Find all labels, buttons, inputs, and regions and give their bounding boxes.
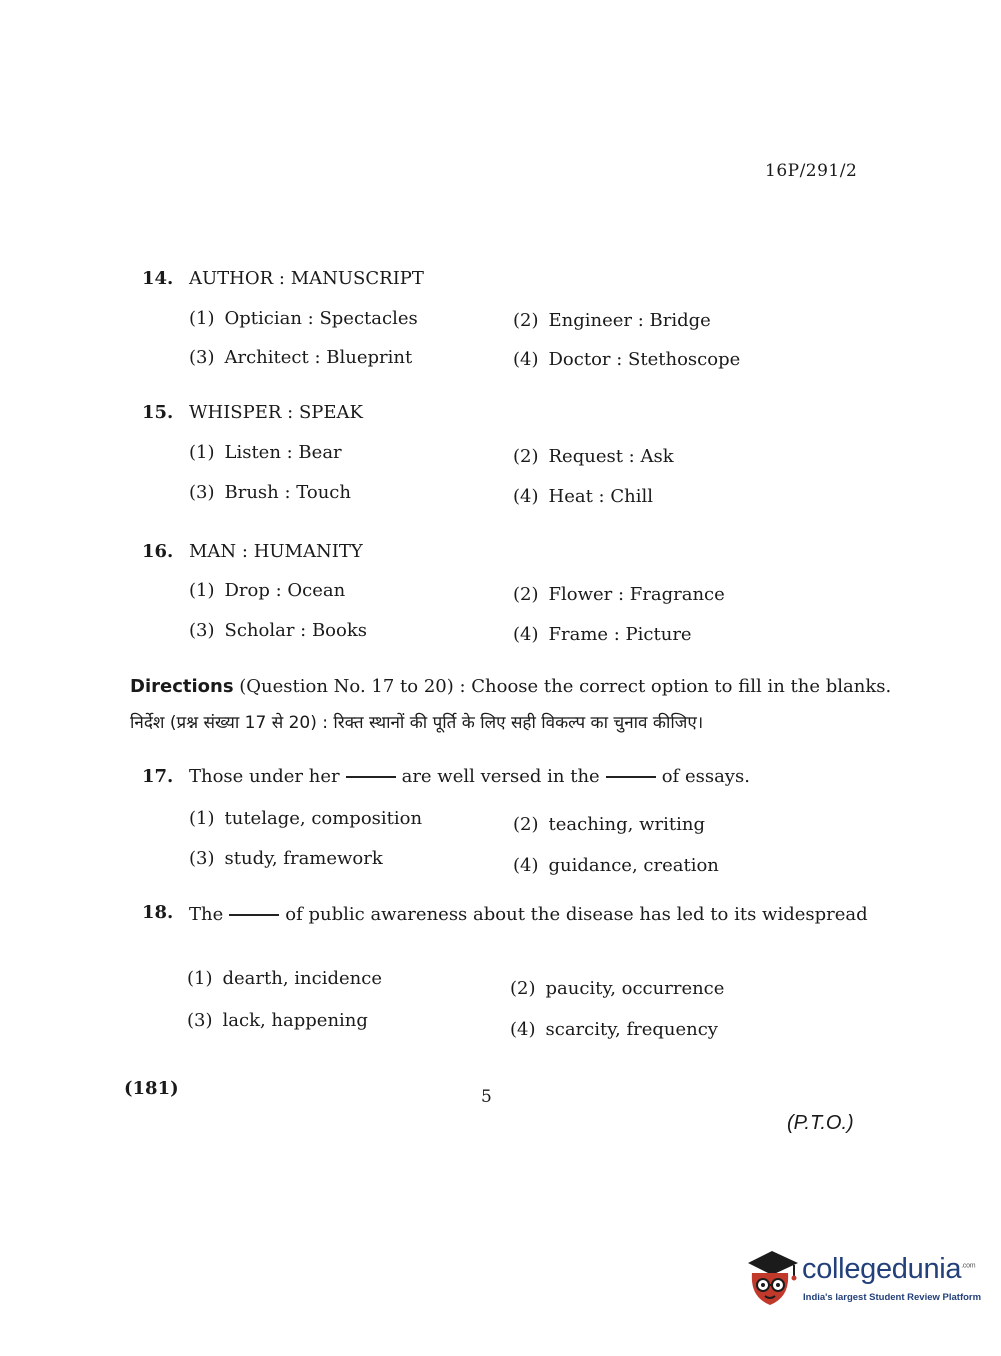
option-text: Optician : Spectacles: [224, 308, 418, 329]
option-text: Brush : Touch: [224, 482, 351, 503]
question-stem: MAN : HUMANITY: [189, 541, 363, 562]
option-text: Drop : Ocean: [224, 580, 346, 601]
option-number: (4): [510, 1019, 536, 1040]
option-text: guidance, creation: [548, 855, 719, 876]
option-4: [510, 1019, 718, 1040]
option-3: [189, 482, 351, 503]
blank-line: [229, 914, 279, 916]
stem-part: are well versed in the: [401, 766, 600, 787]
option-1: [189, 808, 422, 829]
question-stem: [189, 766, 750, 787]
question-number: 17.: [142, 766, 174, 787]
option-text: scarcity, frequency: [545, 1019, 718, 1040]
question-number: 15.: [142, 402, 174, 423]
option-2: [513, 584, 725, 605]
brand-name: [802, 1253, 975, 1286]
option-text: study, framework: [224, 848, 383, 869]
option-text: Architect : Blueprint: [224, 347, 413, 368]
blank-line: [346, 776, 396, 778]
option-text: Listen : Bear: [224, 442, 342, 463]
option-4: [513, 624, 692, 645]
question-number: 18.: [142, 902, 174, 923]
option-number: (1): [189, 808, 215, 829]
option-3: [189, 620, 367, 641]
option-4: [513, 349, 740, 370]
collegedunia-mascot-icon: [742, 1247, 800, 1313]
option-number: (3): [189, 848, 215, 869]
option-number: (4): [513, 486, 539, 507]
option-4: [513, 486, 653, 507]
directions-text: (Question No. 17 to 20) : Choose the correct option to fill in the blanks.: [239, 676, 892, 697]
option-text: Scholar : Books: [224, 620, 367, 641]
option-text: dearth, incidence: [222, 968, 382, 989]
option-text: Heat : Chill: [548, 486, 653, 507]
option-3: [189, 347, 412, 368]
question-number: 14.: [142, 268, 174, 289]
option-number: (1): [189, 580, 215, 601]
option-text: Engineer : Bridge: [548, 310, 711, 331]
question-stem: [189, 904, 868, 925]
option-3: [187, 1010, 368, 1031]
option-2: [513, 446, 674, 467]
option-number: (2): [513, 584, 539, 605]
option-number: (4): [513, 349, 539, 370]
option-3: [189, 848, 383, 869]
blank-line: [606, 776, 656, 778]
stem-part: Those under her: [189, 766, 340, 787]
option-number: (3): [189, 620, 215, 641]
option-number: (2): [510, 978, 536, 999]
option-2: [513, 814, 705, 835]
option-number: (4): [513, 855, 539, 876]
stem-part: of essays.: [661, 766, 750, 787]
question-stem: WHISPER : SPEAK: [189, 402, 363, 423]
option-1: [189, 580, 345, 601]
option-text: Request : Ask: [548, 446, 674, 467]
option-number: (3): [189, 482, 215, 503]
option-number: (3): [187, 1010, 213, 1031]
option-text: lack, happening: [222, 1010, 368, 1031]
option-number: (1): [189, 442, 215, 463]
option-2: [510, 978, 724, 999]
question-number: 16.: [142, 541, 174, 562]
directions-label: Directions: [130, 676, 234, 697]
page-number: 5: [481, 1087, 492, 1107]
option-1: [187, 968, 382, 989]
option-2: [513, 310, 711, 331]
option-number: (2): [513, 814, 539, 835]
option-text: paucity, occurrence: [545, 978, 725, 999]
collegedunia-watermark: [742, 1247, 982, 1317]
directions-english: [130, 676, 891, 697]
option-text: Frame : Picture: [548, 624, 692, 645]
option-number: (1): [189, 308, 215, 329]
option-4: [513, 855, 719, 876]
pto-note: (P.T.O.): [787, 1112, 854, 1134]
question-stem: AUTHOR : MANUSCRIPT: [189, 268, 424, 289]
option-1: [189, 442, 342, 463]
option-number: (2): [513, 310, 539, 331]
directions-hindi: निर्देश (प्रश्न संख्या 17 से 20) : रिक्त स्थानों की पूर्ति के लिए सही विकल्प का चुनाव कीजिए।: [130, 713, 704, 733]
paper-code: 16P/291/2: [765, 161, 858, 181]
option-number: (4): [513, 624, 539, 645]
option-number: (2): [513, 446, 539, 467]
paper-series-code: (181): [124, 1078, 179, 1099]
option-text: Flower : Fragrance: [548, 584, 725, 605]
stem-part: of public awareness about the disease has led to its widespread: [285, 904, 868, 925]
option-text: Doctor : Stethoscope: [548, 349, 741, 370]
option-number: (1): [187, 968, 213, 989]
option-number: (3): [189, 347, 215, 368]
brand-word: collegedunia: [802, 1253, 962, 1285]
option-text: teaching, writing: [548, 814, 705, 835]
stem-part: The: [189, 904, 224, 925]
option-text: tutelage, composition: [224, 808, 423, 829]
brand-suffix: .com: [961, 1262, 976, 1270]
option-1: [189, 308, 418, 329]
brand-tagline: India's largest Student Review Platform: [803, 1292, 982, 1303]
